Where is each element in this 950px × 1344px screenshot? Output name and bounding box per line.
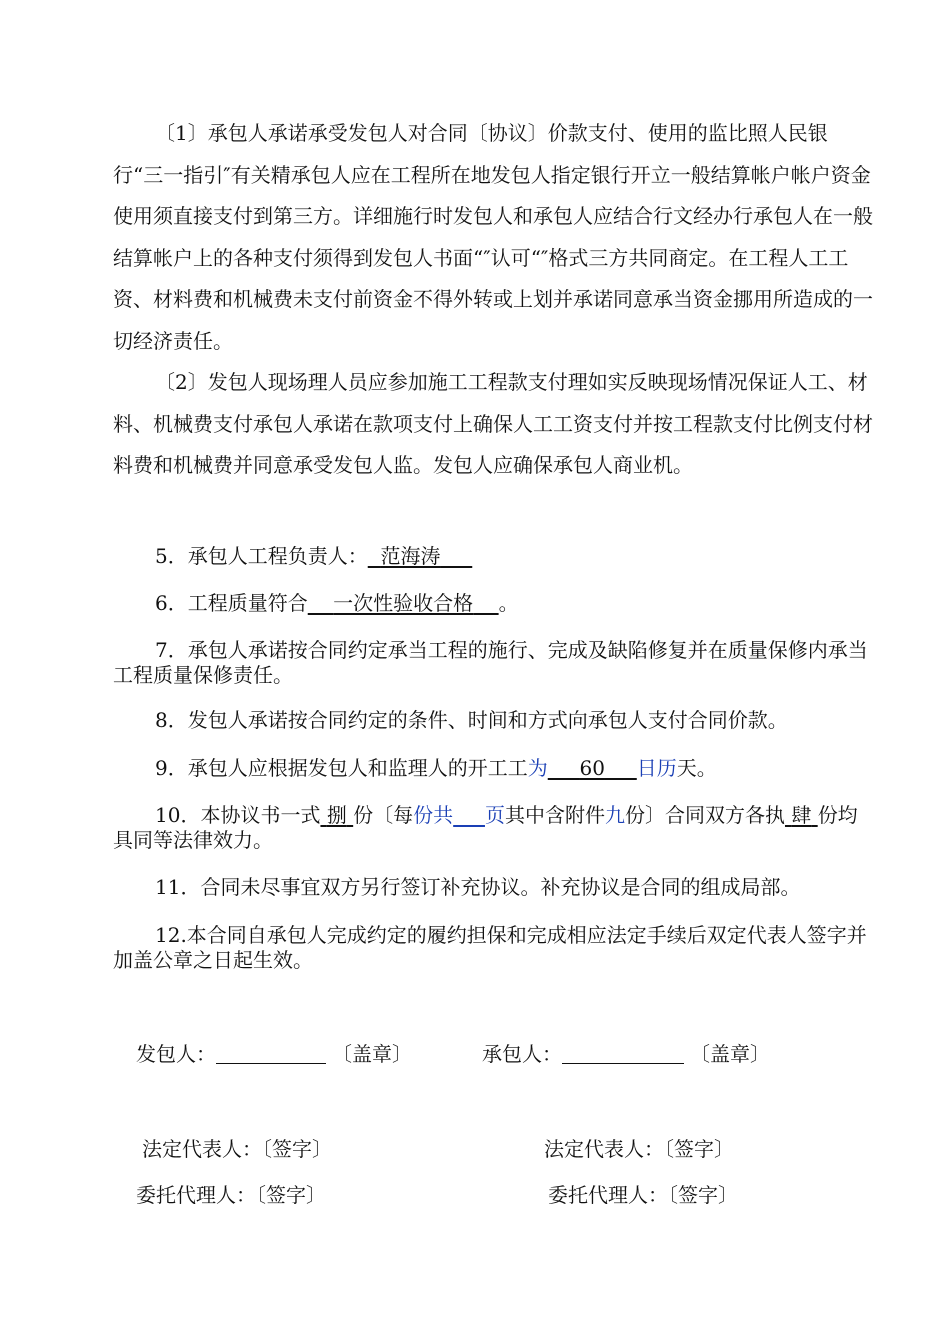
item-6: [113, 583, 873, 625]
employer-legal-rep-label: 法定代表人：: [142, 1137, 262, 1161]
item-10-text-5: 份〕合同双方各执: [624, 803, 785, 827]
copies-each: 肆: [791, 803, 812, 827]
item-9: [113, 756, 873, 781]
employer-agent: [136, 1183, 326, 1207]
item-6-suffix: 。: [498, 591, 519, 615]
item-11: 11．合同未尽事宜双方另行签订补充协议。补充协议是合同的组成局部。: [155, 875, 801, 899]
contractor-legal-rep: [544, 1137, 734, 1161]
item-10-text-1: 10．本协议书一式: [155, 803, 321, 827]
contractor-agent: [548, 1183, 738, 1207]
copies-count: 捌: [326, 803, 347, 827]
item-8: 8．发包人承诺按合同约定的条件、时间和方式向承包人支付合同价款。: [155, 708, 788, 732]
item-9-suffix: 天。: [676, 756, 717, 780]
item-10-text-6: 份均具同等法律效力。: [113, 803, 858, 852]
employer-seal-line: [136, 1042, 412, 1066]
contractor-seal-line: [482, 1042, 770, 1066]
contractor-agent-sign: 〔签字〕: [668, 1183, 738, 1207]
item-10: [113, 803, 873, 853]
employer-seal: 〔盖章〕: [332, 1042, 412, 1066]
contractor-agent-label: 委托代理人：: [548, 1183, 668, 1207]
employer-label: 发包人：: [136, 1042, 216, 1066]
item-10-text-4: 其中含附件: [504, 803, 605, 827]
item-10-blue-2: 九: [604, 803, 625, 827]
item-10-blue-1: 份共: [413, 803, 454, 827]
item-10-text-2: 份〔每: [353, 803, 414, 827]
contractor-label: 承包人：: [482, 1042, 562, 1066]
contractor-signature-field[interactable]: [562, 1063, 684, 1064]
item-5-label: 5．承包人工程负责人：: [155, 544, 368, 568]
item-5: [113, 536, 873, 578]
employer-agent-sign: 〔签字〕: [256, 1183, 326, 1207]
item-9-label: 9．承包人应根据发包人和监理人的开工工: [155, 756, 528, 780]
contractor-legal-rep-label: 法定代表人：: [544, 1137, 664, 1161]
item-10-text-3: 页: [484, 803, 505, 827]
item-12: 12.本合同自承包人完成约定的履约担保和完成相应法定手续后双定代表人签字并加盖公章之日起生效。: [113, 923, 867, 972]
paragraph-2: 〔2〕发包人现场理人员应参加施工工程款支付理如实反映现场情况保证人工、材料、机械费支付承包人承诺在款项支付上确保人工工资支付并按工程款支付比例支付材料费和机械费并同意承受发包人监。发包人应确保承包人商业机。: [113, 370, 873, 477]
employer-signature-field[interactable]: [216, 1063, 326, 1064]
duration-days: 60: [579, 756, 605, 780]
paragraph-1: 〔1〕承包人承诺承受发包人对合同〔协议〕价款支付、使用的监比照人民银行“三一指引″有关精承包人应在工程所在地发包人指定银行开立一般结算帐户帐户资金使用须直接支付到第三方。详细施行时发包人和承包人应结合行文经办行承包人在一般结算帐户上的各种支付须得到发包人书面“″认可“″格式三方共同商定。在工程人工工资、材料费和机械费未支付前资金不得外转或上划并承诺同意承当资金挪用所造成的一切经济责任。: [113, 121, 873, 353]
contractor-seal: 〔盖章〕: [690, 1042, 770, 1066]
project-manager-name: 范海涛: [380, 544, 441, 568]
employer-agent-label: 委托代理人：: [136, 1183, 256, 1207]
item-7: 7．承包人承诺按合同约定承当工程的施行、完成及缺陷修复并在质量保修内承当工程质量保修责任。: [113, 638, 868, 687]
item-9-blue-2: 日历: [636, 756, 677, 780]
pages-blank: [453, 803, 485, 827]
employer-legal-rep: [142, 1137, 332, 1161]
contractor-legal-rep-sign: 〔签字〕: [664, 1137, 734, 1161]
item-9-blue-1: 为: [527, 756, 548, 780]
quality-standard: 一次性验收合格: [333, 591, 474, 615]
employer-legal-rep-sign: 〔签字〕: [262, 1137, 332, 1161]
item-6-label: 6．工程质量符合: [155, 591, 308, 615]
